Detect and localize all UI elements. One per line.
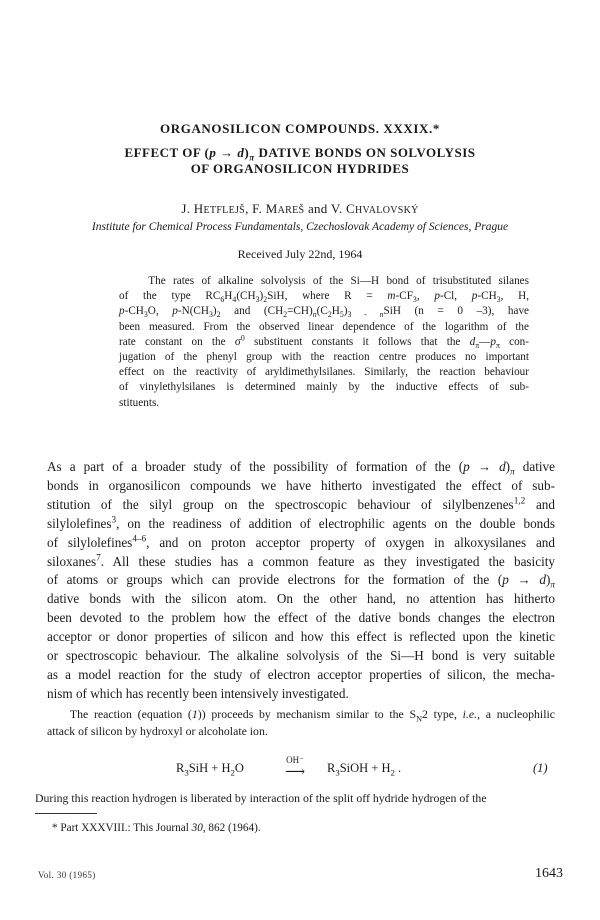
reaction-paragraph [47, 706, 555, 740]
body-line: silylolefines$^3$, on the readiness of addition of electrophilic agents on the double bonds [47, 514, 555, 531]
body-line: stitution of the silyl group on the spectroscopic behaviour of silylbenzenes$^{1,2}$ and [47, 495, 555, 512]
reaction-line: attack of silicon by hydroxyl or alcoholate ion. [47, 724, 268, 738]
body-line: acceptor or donor properties of silicon and how this effect is reflected upon the kinetic [47, 629, 555, 645]
abstract-line: rate constant on the $\sigma^0$ substituent constants it follows that the $d_\pi—p_\pi$ con- [119, 333, 529, 351]
paper-title-line3: OF ORGANOSILICON HYDRIDES [190, 161, 410, 176]
affiliation: Institute for Chemical Process Fundamentals, Czechoslovak Academy of Sciences, Prague [91, 221, 509, 233]
equation-catalyst: OH⁻ [286, 755, 304, 765]
abstract-line: stituents. [119, 396, 160, 409]
reaction-line: The reaction (equation (1)) proceeds by mechanism similar to the $S_N2$ type, i.e., a nucleophilic [47, 707, 556, 724]
body-line: dative bonds with the silicon atom. On the other hand, no attention has hitherto [47, 591, 555, 607]
body-line: As a part of a broader study of the possibility of formation of the $(p \to d)_\pi$ dative [47, 459, 556, 477]
abstract-line: been measured. From the observed linear dependence of the logarithm of the [119, 320, 529, 333]
abstract [119, 274, 529, 411]
abstract-line: $p-CH_3O$, $p-N(CH_3)_2$ and $(CH_2=CH)_n(C_2H_5)_{3 - n}SiH$ (n = 0 –3), have [119, 305, 530, 320]
abstract-line: effect on the reactivity of aryldimethylsilanes. Similarly, the reaction behaviour [119, 366, 529, 379]
journal-volume: Vol. 30 (1965) [38, 870, 96, 880]
body-line: of silylolefines$^{4-6}$, and on proton acceptor property of oxygen in alkoxysilanes and [47, 533, 555, 550]
abstract-line: The rates of alkaline solvolysis of the Si—H bond of trisubstituted silanes [119, 275, 529, 287]
abstract-line: of the type $RC_6H_4(CH_3)_2SiH$, where $R = m-CF_3$, p-Cl, $p-CH_3$, H, [119, 290, 529, 305]
body-line: as a model reaction for the study of electron acceptor properties of silicon, the mecha- [47, 666, 555, 682]
authors: J. HETFLEJŠ, F. MAREŠ and V. CHVALOVSKÝ [181, 201, 419, 216]
paper-title [0, 145, 600, 177]
arrow-right-icon: ⟶ [284, 765, 306, 780]
equation-1 [0, 755, 600, 779]
equation-reactants: $R_3SiH + H_2O$ [176, 761, 244, 778]
footnote-divider [35, 813, 97, 814]
footnote-marker: * [52, 822, 58, 834]
body-line: been devoted to the problem how the effect of the dative bonds changes the electron [47, 610, 555, 626]
body-line: siloxanes$^7$. All these studies has a common feature as they investigated the basicity [47, 552, 555, 569]
body-line: nism of which has recently been intensively investigated. [47, 685, 349, 701]
body-line: or spectroscopic behaviour. The alkaline solvolysis of the Si—H bond is very suitable [47, 648, 555, 664]
paper-title-line2: EFFECT OF $(p \to d)_\pi$ DATIVE BONDS ON SOLVOLYSIS [124, 145, 476, 163]
footnote [52, 822, 261, 834]
abstract-line: of vinylethylsilanes is determined mainly by the inductive effects of sub- [119, 381, 529, 394]
received-date: Received July 22nd, 1964 [237, 247, 363, 261]
equation-products: $R_3SiOH + H_2$ . [327, 761, 402, 778]
continuation-paragraph: During this reaction hydrogen is liberated by interaction of the split off hydride hydrogen of the [35, 791, 487, 805]
body-line: of atoms or groups which can provide electrons for the formation of the $(p \to d)_\pi$ [47, 572, 555, 591]
equation-number: (1) [533, 761, 548, 775]
equation-arrow [272, 755, 318, 779]
paper-title-line1: ORGANOSILICON COMPOUNDS. XXXIX.* [160, 121, 440, 136]
body-paragraph [47, 458, 555, 704]
footnote-text: Part XXXVIII.: This Journal [60, 822, 192, 834]
footnote-volume: 30 [191, 822, 203, 834]
footnote-text-suffix: , 862 (1964). [202, 822, 261, 834]
page-number: 1643 [535, 866, 563, 881]
abstract-line: jugation of the phenyl group with the reaction centre produces no important [119, 351, 529, 364]
body-line: bonds in organosilicon compounds we have hitherto investigated the effect of sub- [47, 477, 555, 493]
